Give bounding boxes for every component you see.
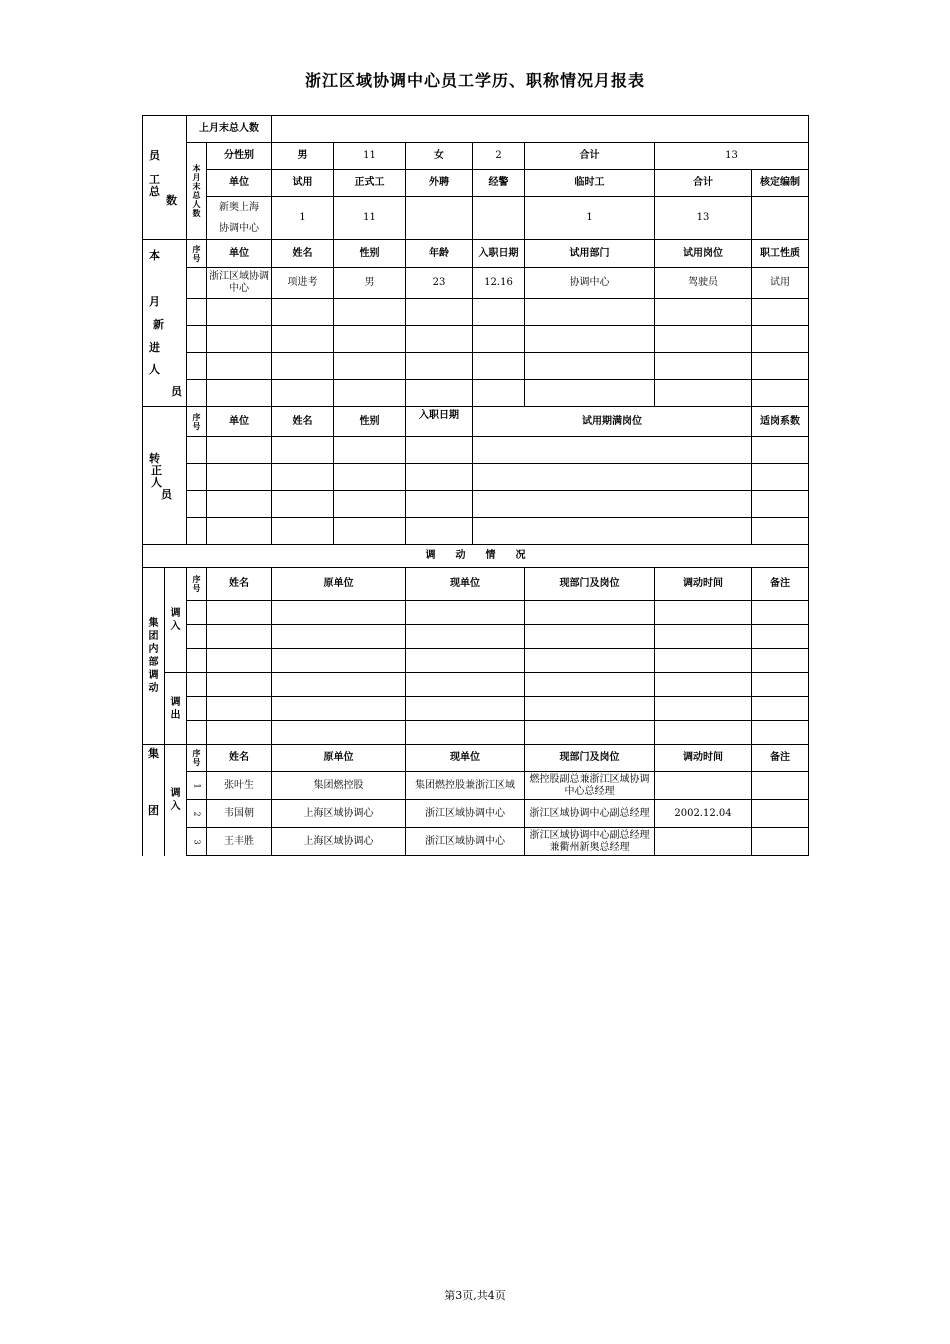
regularized-header-name: 姓名 [272, 407, 334, 437]
group-row-post: 燃控股副总兼浙江区域协调中心总经理 [525, 772, 655, 800]
last-month-total-label: 上月末总人数 [187, 116, 272, 143]
summary-formal: 11 [334, 197, 406, 240]
group-transfer-label: 集 团 [143, 745, 165, 856]
new-hires-header-date: 入职日期 [473, 240, 525, 268]
group-row-from: 上海区域协调心 [272, 828, 406, 856]
female-label: 女 [406, 143, 473, 170]
summary-header-trial: 试用 [272, 170, 334, 197]
group-row-name: 韦国朝 [207, 800, 272, 828]
group-header-no: 序号 [187, 745, 207, 772]
table-row [143, 491, 809, 518]
group-row-no: 1 [187, 772, 207, 800]
internal-header-name: 姓名 [207, 568, 272, 601]
regularized-header-date: 入职日期 [406, 407, 473, 437]
by-gender-label: 分性别 [207, 143, 272, 170]
group-row-name: 王丰胜 [207, 828, 272, 856]
new-hires-header-name: 姓名 [272, 240, 334, 268]
regularized-section-label: 转 正 人 员 [143, 407, 187, 545]
group-row-post: 浙江区域协调中心副总经理兼衢州新奥总经理 [525, 828, 655, 856]
new-hire-nature: 试用 [752, 268, 809, 299]
regularized-header-post: 试用期满岗位 [473, 407, 752, 437]
internal-out-label: 调出 [165, 673, 187, 745]
internal-header-post: 现部门及岗位 [525, 568, 655, 601]
table-row [143, 673, 809, 697]
new-hire-unit: 浙江区域协调中心 [207, 268, 272, 299]
new-hire-gender: 男 [334, 268, 406, 299]
group-row-no: 2 [187, 800, 207, 828]
group-row-note [752, 772, 809, 800]
summary-temporary: 1 [525, 197, 655, 240]
group-row-time [655, 828, 752, 856]
table-row [143, 299, 809, 326]
group-header-name: 姓名 [207, 745, 272, 772]
male-count: 11 [334, 143, 406, 170]
table-row [143, 828, 809, 856]
group-header-to: 现单位 [406, 745, 525, 772]
new-hire-name: 项进考 [272, 268, 334, 299]
table-row [143, 326, 809, 353]
group-row-post: 浙江区域协调中心副总经理 [525, 800, 655, 828]
new-hires-header-no: 序号 [187, 240, 207, 268]
female-count: 2 [473, 143, 525, 170]
summary-header-external: 外聘 [406, 170, 473, 197]
gender-total-count: 13 [655, 143, 809, 170]
group-row-note [752, 828, 809, 856]
group-row-from: 上海区域协调心 [272, 800, 406, 828]
male-label: 男 [272, 143, 334, 170]
new-hire-post: 驾驶员 [655, 268, 752, 299]
table-row [143, 800, 809, 828]
regularized-header-coef: 适岗系数 [752, 407, 809, 437]
summary-total: 13 [655, 197, 752, 240]
internal-header-to: 现单位 [406, 568, 525, 601]
new-hires-header-unit: 单位 [207, 240, 272, 268]
table-row [143, 601, 809, 625]
internal-header-from: 原单位 [272, 568, 406, 601]
group-row-to: 集团燃控股兼浙江区域 [406, 772, 525, 800]
group-header-from: 原单位 [272, 745, 406, 772]
group-in-label: 调入 [165, 745, 187, 856]
group-row-from: 集团燃控股 [272, 772, 406, 800]
regularized-header-unit: 单位 [207, 407, 272, 437]
table-row [143, 772, 809, 800]
new-hires-header-nature: 职工性质 [752, 240, 809, 268]
table-row [143, 380, 809, 407]
new-hires-section-label: 本 月 新 进 人 员 [143, 240, 187, 407]
current-total-label: 本月末总人数 [187, 143, 207, 240]
summary-guard [473, 197, 525, 240]
new-hire-dept: 协调中心 [525, 268, 655, 299]
report-table [142, 115, 809, 856]
summary-quota [752, 197, 809, 240]
group-header-note: 备注 [752, 745, 809, 772]
new-hires-header-gender: 性别 [334, 240, 406, 268]
regularized-header-no: 序号 [187, 407, 207, 437]
page-title: 浙江区域协调中心员工学历、职称情况月报表 [304, 71, 645, 90]
internal-header-no: 序号 [187, 568, 207, 601]
new-hires-header-post: 试用岗位 [655, 240, 752, 268]
table-row [143, 437, 809, 464]
new-hires-header-dept: 试用部门 [525, 240, 655, 268]
transfer-section-title: 调 动 情 况 [143, 545, 809, 568]
summary-header-quota: 核定编制 [752, 170, 809, 197]
table-row [143, 649, 809, 673]
new-hire-date: 12.16 [473, 268, 525, 299]
table-row [143, 697, 809, 721]
group-header-time: 调动时间 [655, 745, 752, 772]
page-number: 第3页,共4页 [444, 1289, 506, 1302]
last-month-total-value [272, 116, 809, 143]
group-row-time: 2002.12.04 [655, 800, 752, 828]
new-hire-age: 23 [406, 268, 473, 299]
internal-header-note: 备注 [752, 568, 809, 601]
regularized-header-gender: 性别 [334, 407, 406, 437]
group-row-time [655, 772, 752, 800]
summary-trial: 1 [272, 197, 334, 240]
summary-external [406, 197, 473, 240]
group-header-post: 现部门及岗位 [525, 745, 655, 772]
summary-header-temporary: 临时工 [525, 170, 655, 197]
table-row [143, 625, 809, 649]
gender-total-label: 合计 [525, 143, 655, 170]
summary-unit: 新奥上海 协调中心 [207, 197, 272, 240]
summary-header-unit: 单位 [207, 170, 272, 197]
table-row [143, 518, 809, 545]
new-hire-no [187, 268, 207, 299]
table-row [143, 353, 809, 380]
table-row [143, 464, 809, 491]
internal-in-label: 调入 [165, 568, 187, 673]
table-row [143, 721, 809, 745]
internal-header-time: 调动时间 [655, 568, 752, 601]
summary-section-label: 员 工 总 数 [143, 116, 187, 240]
group-row-note [752, 800, 809, 828]
table-row [143, 268, 809, 299]
group-row-name: 张叶生 [207, 772, 272, 800]
internal-transfer-label: 集团内部调动 [143, 568, 165, 745]
group-row-to: 浙江区域协调中心 [406, 800, 525, 828]
summary-header-total: 合计 [655, 170, 752, 197]
group-row-to: 浙江区域协调中心 [406, 828, 525, 856]
group-row-no: 3 [187, 828, 207, 856]
summary-header-formal: 正式工 [334, 170, 406, 197]
new-hires-header-age: 年龄 [406, 240, 473, 268]
summary-header-guard: 经警 [473, 170, 525, 197]
